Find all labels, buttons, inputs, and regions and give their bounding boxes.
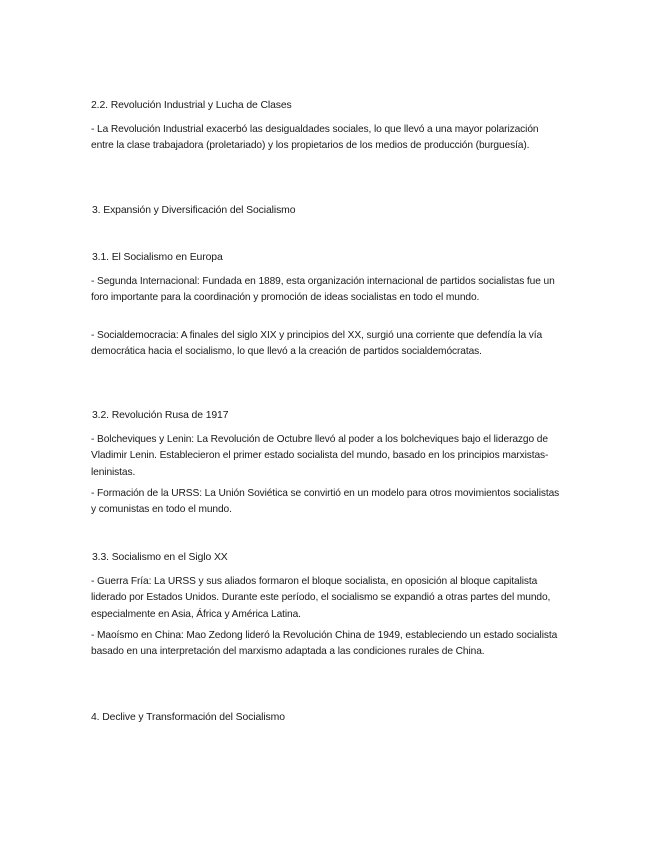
- section-heading-2-2: 2.2. Revolución Industrial y Lucha de Clases: [91, 100, 292, 111]
- paragraph-guerra-fria: - Guerra Fría: La URSS y sus aliados formaron el bloque socialista, en oposición al bloque capitalista liderado por Estados Unidos. Durante este período, el socialismo se expandió a otras partes del mundo, especialmente en Asia, África y América Latina.: [91, 576, 551, 620]
- paragraph-formacion-urss: - Formación de la URSS: La Unión Soviética se convirtió en un modelo para otros movimientos socialistas y comunistas en todo el mundo.: [91, 488, 560, 516]
- section-heading-4: 4. Declive y Transformación del Socialismo: [91, 712, 285, 723]
- paragraph-bolcheviques-lenin: - Bolcheviques y Lenin: La Revolución de Octubre llevó al poder a los bolcheviques bajo el liderazgo de Vladimir Lenin. Establecieron el primer estado socialista del mundo, basado en los principios marxistas-leninistas.: [91, 434, 549, 478]
- paragraph-segunda-internacional: - Segunda Internacional: Fundada en 1889, esta organización internacional de partidos socialistas fue un foro importante para la coordinación y promoción de ideas socialistas en todo el mundo.: [91, 276, 555, 304]
- paragraph-revolucion-industrial: - La Revolución Industrial exacerbó las desigualdades sociales, lo que llevó a una mayor polarización entre la clase trabajadora (proletariado) y los propietarios de los medios de producción (burguesía).: [91, 124, 539, 152]
- section-heading-3-1: 3.1. El Socialismo en Europa: [92, 252, 223, 263]
- paragraph-maoismo-china: - Maoísmo en China: Mao Zedong lideró la Revolución China de 1949, estableciendo un estado socialista basado en una interpretación del marxismo adaptada a las condiciones rurales de China.: [91, 630, 558, 658]
- paragraph-socialdemocracia: - Socialdemocracia: A finales del siglo XIX y principios del XX, surgió una corriente que defendía la vía democrática hacia el socialismo, lo que llevó a la creación de partidos socialdemócratas.: [91, 330, 543, 358]
- section-heading-3-3: 3.3. Socialismo en el Siglo XX: [92, 552, 228, 563]
- section-heading-3: 3. Expansión y Diversificación del Socialismo: [92, 205, 296, 216]
- section-heading-3-2: 3.2. Revolución Rusa de 1917: [92, 410, 229, 421]
